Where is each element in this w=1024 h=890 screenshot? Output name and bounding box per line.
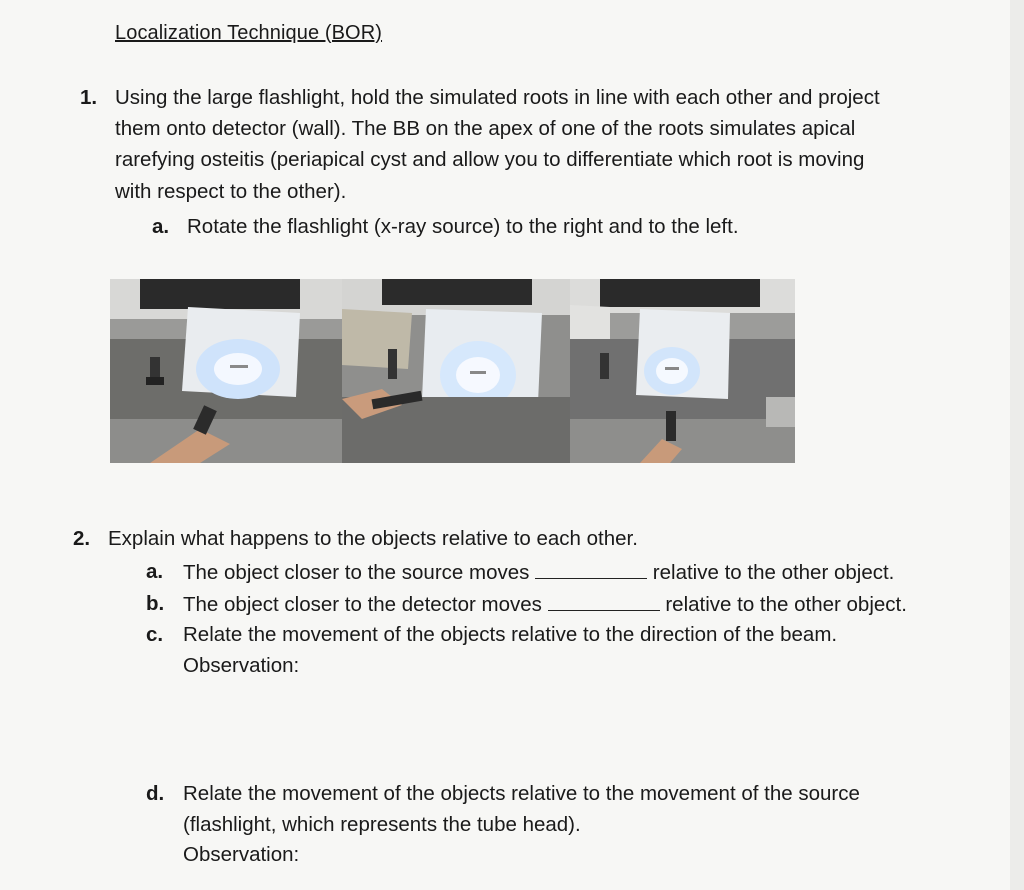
question-1a-text: Rotate the flashlight (x-ray source) to the right and to the left. <box>187 215 739 238</box>
question-2a-letter: a. <box>146 560 164 583</box>
photo-center <box>342 279 570 463</box>
question-1-line-2: them onto detector (wall). The BB on the apex of one of the roots simulates apical <box>115 117 856 140</box>
question-2d-letter: d. <box>146 782 165 805</box>
question-1-line-3: rarefying osteitis (periapical cyst and allow you to differentiate which root is moving <box>115 148 865 171</box>
question-1-line-4: with respect to the other). <box>115 180 347 203</box>
question-2-number: 2. <box>73 527 91 550</box>
question-2a-row <box>183 560 894 585</box>
page-edge <box>1010 0 1024 890</box>
question-2a-text-after: relative to the other object. <box>652 561 895 584</box>
question-2c-text: Relate the movement of the objects relative to the direction of the beam. <box>183 623 838 646</box>
photo-left-rotation <box>110 279 342 463</box>
flashlight-photo-strip <box>110 279 795 463</box>
question-2c-letter: c. <box>146 623 164 646</box>
question-1-number: 1. <box>80 86 98 109</box>
question-1a-letter: a. <box>152 215 170 238</box>
question-2d-line-1: Relate the movement of the objects relative to the movement of the source <box>183 782 860 805</box>
question-2a-text-before: The object closer to the source moves <box>183 561 530 584</box>
question-2c-observation-label: Observation: <box>183 654 300 677</box>
question-2d-observation-label: Observation: <box>183 843 300 866</box>
question-2a-answer-blank[interactable] <box>535 560 647 579</box>
question-2-text: Explain what happens to the objects relative to each other. <box>108 527 638 550</box>
question-2b-answer-blank[interactable] <box>548 592 660 611</box>
question-2b-text-before: The object closer to the detector moves <box>183 593 542 616</box>
page-title: Localization Technique (BOR) <box>115 22 383 44</box>
question-2b-row <box>183 592 907 617</box>
photo-right-rotation <box>570 279 795 463</box>
question-2b-text-after: relative to the other object. <box>665 593 907 616</box>
question-2d-line-2: (flashlight, which represents the tube head). <box>183 813 581 836</box>
question-2b-letter: b. <box>146 592 165 615</box>
question-1-line-1: Using the large flashlight, hold the simulated roots in line with each other and project <box>115 86 880 109</box>
